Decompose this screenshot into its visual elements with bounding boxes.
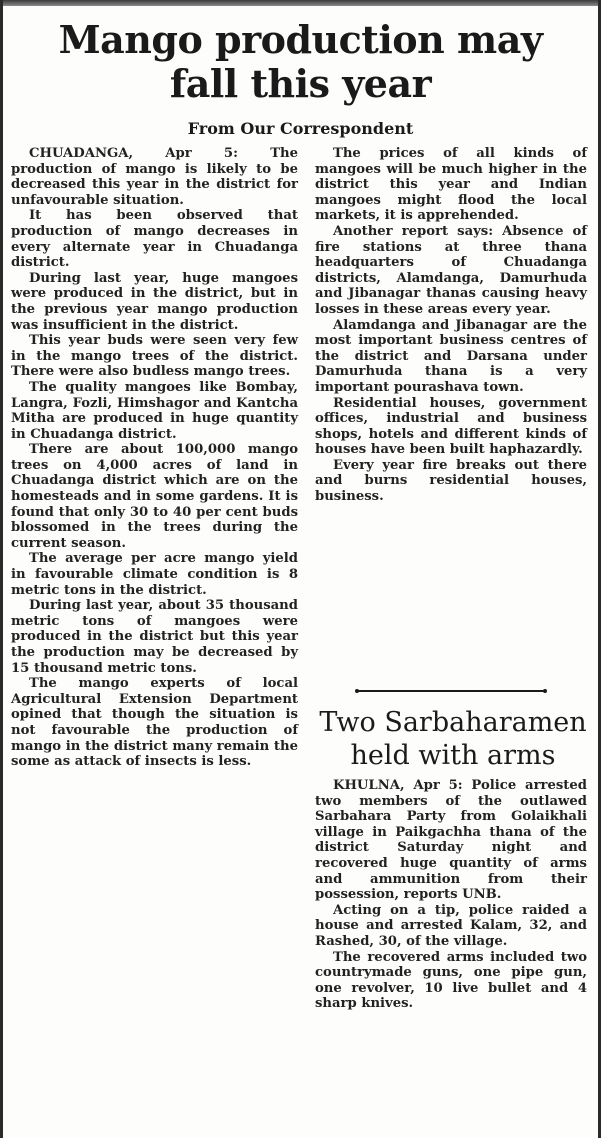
byline: From Our Correspondent [187,119,414,138]
secondary-headline-line-1: Two Sarbaharamen [319,707,587,738]
top-rule [3,0,598,6]
paragraph: The prices of all kinds of mangoes will be much higher in the district this year and Indian mangoes might flood the local markets, it is apprehended. [315,146,587,224]
article-2-column [315,778,587,1012]
paragraph: Residential houses, government offices, industrial and business shops, hotels and different kinds of houses have been built haphazardly. [315,395,587,458]
paragraph: The average per acre mango yield in favourable climate condition is 8 metric tons in the district. [11,551,298,598]
paragraph: This year buds were seen very few in the mango trees of the district. There were also budless mango trees. [11,333,298,380]
article-1-left-column [11,146,298,770]
article-1-right-column [315,146,587,505]
main-headline [3,18,598,106]
paragraph: It has been observed that production of mango decreases in every alternate year in Chuadanga district. [11,208,298,271]
paragraph: During last year, about 35 thousand metric tons of mangoes were produced in the district but this year the production may be decreased by 15 thousand metric tons. [11,598,298,676]
secondary-headline-line-2: held with arms [350,740,556,771]
paragraph: During last year, huge mangoes were produced in the district, but in the previous year mango production was insufficient in the district. [11,270,298,333]
main-headline-line-1: Mango production may [58,17,543,62]
paragraph: Another report says: Absence of fire stations at three thana headquarters of Chuadanga districts, Alamdanga, Damurhuda and Jibanagar thanas causing heavy losses in these areas every year. [315,223,587,317]
paragraph: The recovered arms included two countrymade guns, one pipe gun, one revolver, 10 live bullet and 4 sharp knives. [315,949,587,1012]
paragraph: The mango experts of local Agricultural Extension Department opined that though the situation is not favourable the production of mango in the district many remain the some as attack of insects is less. [11,676,298,770]
article-divider [358,690,544,692]
paragraph: Alamdanga and Jibanagar are the most important business centres of the district and Darsana under Damurhuda thana is a very important pourashava town. [315,317,587,395]
paragraph: There are about 100,000 mango trees on 4,000 acres of land in Chuadanga district which are on the homesteads and in some gardens. It is found that only 30 to 40 per cent buds blossomed in the trees during the current season. [11,442,298,551]
paragraph: Acting on a tip, police raided a house and arrested Kalam, 32, and Rashed, 30, of the village. [315,902,587,949]
paragraph: Every year fire breaks out there and burns residential houses, business. [315,457,587,505]
main-headline-line-2: fall this year [169,61,432,106]
paragraph: CHUADANGA, Apr 5: The production of mango is likely to be decreased this year in the district for unfavourable situation. [11,146,298,208]
secondary-headline [308,706,598,772]
paragraph: The quality mangoes like Bombay, Langra, Fozli, Himshagor and Kantcha Mitha are produced in huge quantity in Chuadanga district. [11,379,298,442]
paragraph: KHULNA, Apr 5: Police arrested two members of the outlawed Sarbahara Party from Golaikhali village in Paikgachha thana of the district Saturday night and recovered huge quantity of arms and ammunition from their possession, reports UNB. [315,778,587,903]
